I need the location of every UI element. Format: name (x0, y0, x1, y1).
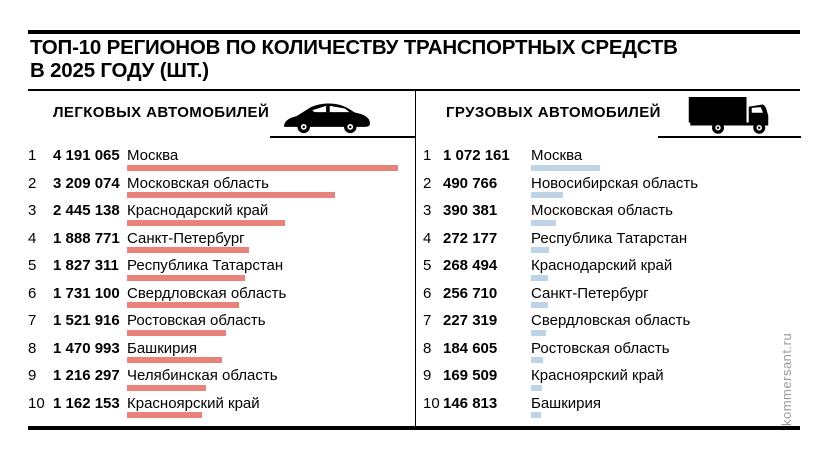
value-bar (531, 275, 548, 281)
vehicle-count: 1 731 100 (53, 284, 120, 302)
region-cell (127, 285, 415, 310)
passenger-cars-rows (28, 144, 415, 419)
rank-number: 7 (28, 312, 37, 329)
rank-row (28, 144, 415, 172)
vehicle-count: 1 072 161 (443, 147, 510, 164)
region-cell (127, 395, 415, 420)
vehicle-count: 490 766 (443, 174, 498, 192)
rank-row (416, 144, 800, 172)
value-bar (127, 385, 206, 391)
rank-number: 10 (28, 394, 45, 412)
rank-number: 3 (423, 202, 432, 219)
value-bar (127, 165, 398, 171)
value-bar (531, 247, 549, 253)
vehicle-count: 1 216 297 (53, 367, 120, 384)
region-cell (127, 175, 415, 200)
value-bar (531, 220, 556, 226)
rank-row (28, 227, 415, 255)
value-bar (531, 192, 563, 198)
region-cell (531, 230, 800, 255)
region-name: Московская область (531, 202, 673, 219)
region-name: Москва (531, 147, 583, 164)
trucks-heading: ГРУЗОВЫХ АВТОМОБИЛЕЙ (446, 104, 661, 121)
vehicle-count: 184 605 (443, 339, 498, 357)
vehicle-count: 2 445 138 (53, 202, 120, 219)
region-name: Краснодарский край (127, 202, 269, 219)
rank-number: 1 (28, 147, 37, 164)
rank-row (28, 392, 415, 420)
region-cell (127, 202, 415, 227)
region-name: Ростовская область (127, 312, 266, 329)
region-name: Санкт-Петербург (531, 284, 649, 302)
rank-row (28, 282, 415, 310)
rank-row (416, 227, 800, 255)
vehicle-count: 1 470 993 (53, 339, 120, 357)
region-cell (127, 312, 415, 337)
rank-row (28, 364, 415, 392)
top-rule (28, 30, 800, 34)
page-title-line1: ТОП-10 РЕГИОНОВ ПО КОЛИЧЕСТВУ ТРАНСПОРТНЫХ СРЕДСТВ (30, 36, 678, 59)
rank-number: 5 (28, 257, 37, 274)
rank-number: 8 (423, 339, 432, 357)
rank-number: 9 (28, 367, 37, 384)
region-name: Свердловская область (127, 284, 287, 302)
rank-number: 3 (28, 202, 37, 219)
region-name: Московская область (127, 174, 269, 192)
region-cell (127, 230, 415, 255)
rank-row (416, 392, 800, 420)
vehicle-count: 227 319 (443, 312, 498, 329)
rank-row (416, 282, 800, 310)
vehicle-count: 1 827 311 (53, 257, 119, 274)
vehicle-count: 4 191 065 (53, 147, 120, 164)
vehicle-count: 169 509 (443, 367, 498, 384)
trucks-rows (416, 144, 800, 419)
region-cell (531, 367, 800, 392)
value-bar (531, 412, 541, 418)
region-cell (531, 175, 800, 200)
region-name: Республика Татарстан (127, 257, 284, 274)
value-bar (127, 357, 222, 363)
region-name: Ростовская область (531, 339, 670, 357)
chart-columns (28, 91, 800, 426)
rank-number: 7 (423, 312, 432, 329)
region-cell (531, 285, 800, 310)
vehicle-count: 1 162 153 (53, 394, 120, 412)
rank-row (28, 199, 415, 227)
car-icon-underline (270, 136, 415, 138)
value-bar (531, 330, 546, 336)
region-name: Москва (127, 147, 179, 164)
value-bar (531, 165, 600, 171)
vehicle-count: 256 710 (443, 284, 498, 302)
value-bar (127, 330, 226, 336)
rank-row (416, 309, 800, 337)
region-name: Республика Татарстан (531, 229, 688, 247)
region-name: Красноярский край (531, 367, 664, 384)
value-bar (127, 220, 285, 226)
rank-number: 5 (423, 257, 432, 274)
truck-icon (688, 95, 772, 135)
region-cell (531, 395, 800, 420)
region-name: Свердловская область (531, 312, 691, 329)
region-cell (127, 147, 415, 172)
passenger-cars-column (28, 91, 415, 426)
rank-number: 6 (423, 284, 432, 302)
region-name: Санкт-Петербург (127, 229, 245, 247)
kommersant-watermark: kommersant.ru (779, 332, 794, 426)
value-bar (531, 357, 543, 363)
region-name: Новосибирская область (531, 174, 699, 192)
page-title-line2: В 2025 ГОДУ (ШТ.) (30, 58, 209, 82)
rank-row (28, 254, 415, 282)
rank-row (416, 199, 800, 227)
value-bar (127, 412, 202, 418)
rank-number: 4 (28, 229, 37, 247)
vehicle-count: 146 813 (443, 394, 498, 412)
value-bar (531, 385, 542, 391)
region-name: Башкирия (531, 394, 602, 412)
value-bar (127, 275, 245, 281)
rank-row (416, 337, 800, 365)
region-name: Красноярский край (127, 394, 260, 412)
region-name: Краснодарский край (531, 257, 673, 274)
truck-icon-underline (658, 136, 801, 138)
region-cell (127, 257, 415, 282)
vehicle-count: 1 888 771 (53, 229, 120, 247)
car-icon (282, 100, 372, 134)
region-cell (531, 202, 800, 227)
rank-row (28, 172, 415, 200)
region-cell (127, 367, 415, 392)
vehicle-count: 1 521 916 (53, 312, 120, 329)
passenger-cars-heading: ЛЕГКОВЫХ АВТОМОБИЛЕЙ (53, 104, 270, 121)
rank-row (28, 309, 415, 337)
region-cell (531, 257, 800, 282)
region-cell (127, 340, 415, 365)
value-bar (127, 302, 239, 308)
value-bar (531, 302, 548, 308)
vehicle-count: 268 494 (443, 257, 498, 274)
rank-number: 4 (423, 229, 432, 247)
rank-row (28, 337, 415, 365)
region-name: Челябинская область (127, 367, 278, 384)
rank-number: 6 (28, 284, 37, 302)
vehicle-count: 3 209 074 (53, 174, 120, 192)
page-title (30, 37, 770, 82)
value-bar (127, 192, 335, 198)
rank-number: 10 (423, 394, 440, 412)
rank-row (416, 364, 800, 392)
rank-row (416, 254, 800, 282)
region-cell (531, 147, 800, 172)
region-cell (531, 340, 800, 365)
rank-number: 2 (28, 174, 37, 192)
rank-number: 8 (28, 339, 37, 357)
region-cell (531, 312, 800, 337)
vehicle-count: 390 381 (443, 202, 498, 219)
value-bar (127, 247, 249, 253)
bottom-rule (28, 426, 800, 430)
rank-number: 2 (423, 174, 432, 192)
region-name: Башкирия (127, 339, 198, 357)
vehicle-count: 272 177 (443, 229, 498, 247)
trucks-column (415, 91, 800, 426)
rank-row (416, 172, 800, 200)
rank-number: 1 (423, 147, 432, 164)
rank-number: 9 (423, 367, 432, 384)
